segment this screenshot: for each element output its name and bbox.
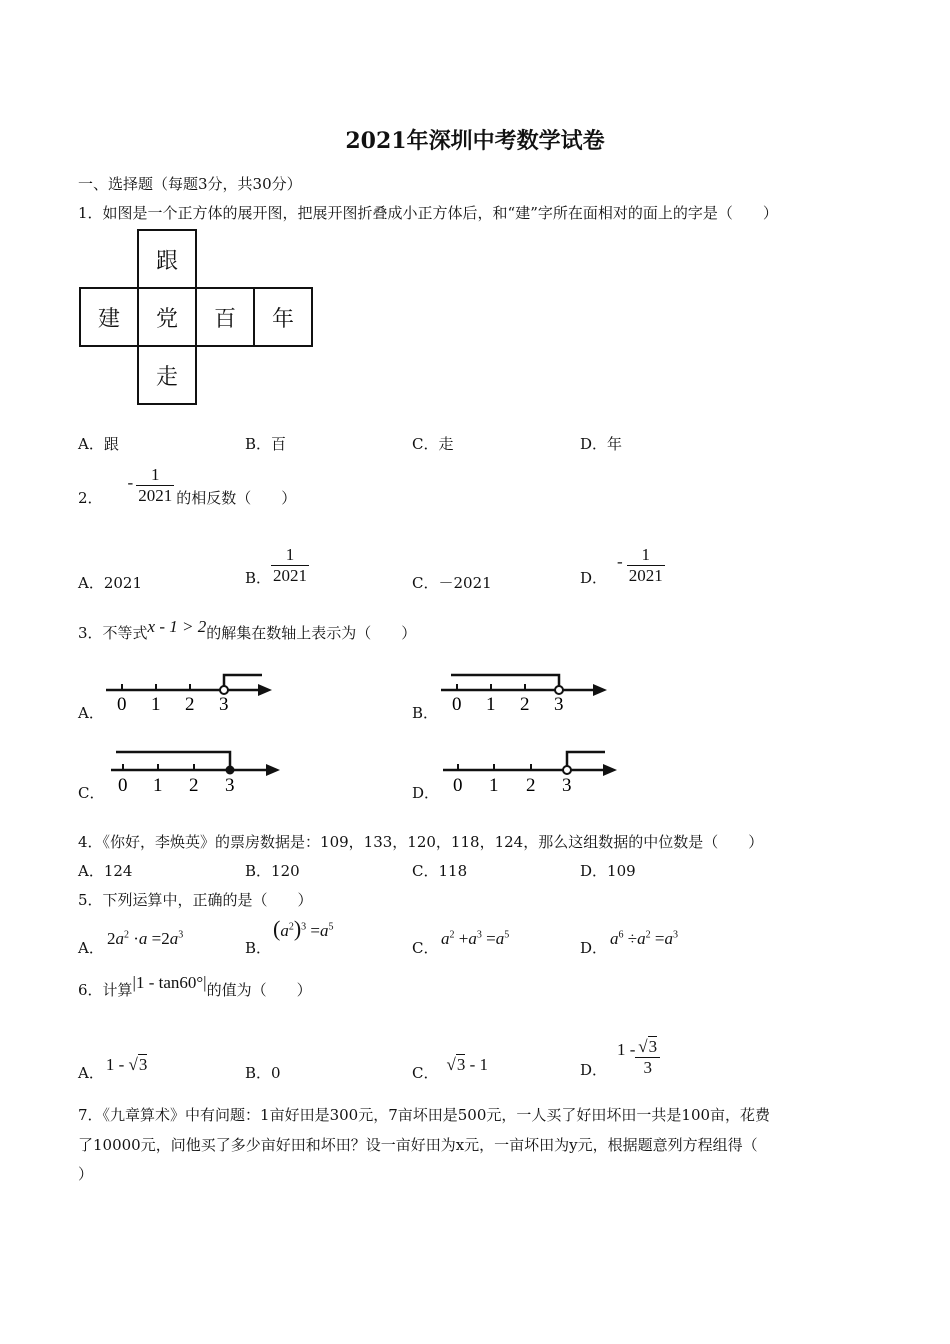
tick-label-1: 1 bbox=[486, 694, 496, 710]
net-face-center: 党 bbox=[137, 287, 197, 347]
tick-label-2: 2 bbox=[520, 694, 530, 710]
number-line-b bbox=[435, 668, 615, 710]
q2-option-a: A．2021 bbox=[78, 574, 143, 592]
tick-label-3: 3 bbox=[562, 775, 572, 793]
tick-label-3: 3 bbox=[225, 775, 235, 793]
q6-option-d-label: D． bbox=[580, 1061, 608, 1079]
q5-stem: 5．下列运算中，正确的是（ ） bbox=[78, 891, 313, 909]
q2-number: 2． bbox=[78, 489, 103, 507]
q3-option-b-label: B． bbox=[412, 704, 439, 722]
q7-line-2: 了10000元，问他买了多少亩好田和坏田？设一亩好田为x元，一亩坏田为y元，根据题意列方程组得（ bbox=[78, 1136, 758, 1154]
q5-option-a-label: A． bbox=[78, 939, 104, 957]
q6-option-c-tail: - 1 bbox=[465, 1055, 488, 1074]
q4-option-a: A．124 bbox=[78, 862, 133, 880]
q3-tail: 的解集在数轴上表示为（ ） bbox=[206, 624, 417, 642]
q6-option-d-num-radicand: 3 bbox=[648, 1037, 658, 1056]
tick-label-0: 0 bbox=[452, 694, 462, 710]
q2-option-d bbox=[580, 538, 665, 586]
tick-label-1: 1 bbox=[489, 775, 499, 793]
q1-stem: 1．如图是一个正方体的展开图，把展开图折叠成小正方体后，和“建”字所在面相对的面上的字是（ ） bbox=[78, 204, 778, 222]
q2-option-d-num: 1 bbox=[641, 545, 650, 564]
tick-label-2: 2 bbox=[189, 775, 199, 793]
q7-line-1: 7．《九章算术》中有问题：1亩好田是300元，7亩坏田是500元，一人买了好田坏田一共是100亩，花费 bbox=[78, 1106, 771, 1124]
q2-tail: 的相反数（ ） bbox=[176, 489, 297, 507]
net-face-left: 建 bbox=[79, 287, 139, 347]
tick-label-3: 3 bbox=[219, 694, 229, 710]
q5-option-c-expr: $a^2 +a^3 =a^5$ bbox=[441, 929, 510, 948]
q2-frac-numerator: 1 bbox=[150, 465, 160, 484]
tick-label-1: 1 bbox=[153, 775, 163, 793]
q5-option-d-expr: $a^6 \div a^2 =a^3$ bbox=[610, 929, 678, 948]
q6-option-d-prefix: 1 - bbox=[617, 1040, 636, 1059]
q1-option-d: D．年 bbox=[580, 435, 623, 453]
tick-label-2: 2 bbox=[526, 775, 536, 793]
q5-option-c-label: C． bbox=[412, 939, 439, 957]
q6-option-c: C． √3 - 1 bbox=[412, 1055, 488, 1082]
q6-option-c-radicand: 3 bbox=[456, 1055, 466, 1074]
q3-prefix: 3．不等式 bbox=[78, 624, 148, 642]
number-line-d bbox=[437, 747, 627, 793]
q1-option-a: A．跟 bbox=[78, 435, 119, 453]
q2-option-d-den: 2021 bbox=[628, 566, 663, 585]
q5-option-b-expr: $(a^2)^3 =a^5$ bbox=[273, 916, 334, 941]
q6-option-d-den: 3 bbox=[635, 1057, 660, 1078]
q6-option-c-label: C． bbox=[412, 1064, 439, 1082]
q2-option-d-fraction bbox=[627, 545, 665, 586]
q5-option-b-label: B． bbox=[245, 939, 272, 957]
q2-option-b-label: B． bbox=[245, 569, 272, 587]
section-heading: 一、选择题（每题3分，共30分） bbox=[78, 175, 302, 193]
net-face-right1: 百 bbox=[195, 287, 255, 347]
q2-fraction bbox=[136, 465, 174, 506]
q6-expression: |1 - tan60°| bbox=[132, 973, 207, 992]
tick-label-3: 3 bbox=[554, 694, 564, 710]
tick-label-2: 2 bbox=[185, 694, 195, 710]
q6-option-a: A． 1 - √3 bbox=[78, 1055, 148, 1082]
q3-stem bbox=[78, 617, 417, 643]
net-face-top: 跟 bbox=[137, 229, 197, 289]
q3-inequality: x - 1 > 2 bbox=[147, 617, 207, 636]
tick-label-0: 0 bbox=[453, 775, 463, 793]
q2-option-b bbox=[245, 538, 309, 586]
q6-stem bbox=[78, 973, 312, 1000]
q2-option-b-num: 1 bbox=[285, 545, 295, 564]
q3-option-c-label: C． bbox=[78, 784, 105, 802]
net-face-right2: 年 bbox=[253, 287, 313, 347]
q4-stem: 4．《你好，李焕英》的票房数据是：109，133，120，118，124，那么这组数据的中位数是（ ） bbox=[78, 833, 764, 851]
q5-option-a-expr: $2a^2 \cdot a =2a^3$ bbox=[107, 929, 184, 948]
q6-option-d bbox=[580, 1022, 660, 1078]
number-line-a bbox=[100, 668, 280, 710]
q5-option-d-label: D． bbox=[580, 939, 608, 957]
q7-line-3: ） bbox=[78, 1165, 94, 1183]
q6-prefix: 6．计算 bbox=[78, 981, 133, 999]
tick-label-0: 0 bbox=[118, 775, 128, 793]
tick-label-1: 1 bbox=[151, 694, 161, 710]
page-title: 2021年深圳中考数学试卷 bbox=[345, 128, 605, 154]
number-line-c bbox=[105, 747, 285, 793]
q6-tail: 的值为（ ） bbox=[206, 981, 312, 999]
q1-option-b: B．百 bbox=[245, 435, 287, 453]
q6-option-b: B．0 bbox=[245, 1064, 281, 1082]
q4-option-d: D．109 bbox=[580, 862, 636, 880]
q3-option-a-label: A． bbox=[78, 704, 104, 722]
q4-option-c: C．118 bbox=[412, 862, 468, 880]
q6-option-a-label: A． bbox=[78, 1064, 104, 1082]
q2-option-c: C．－2021 bbox=[412, 574, 492, 592]
q2-stem bbox=[78, 460, 296, 506]
q2-frac-denominator: 2021 bbox=[138, 486, 173, 505]
q6-option-a-radicand: 3 bbox=[138, 1055, 148, 1074]
q2-neg-sign: - bbox=[127, 473, 134, 492]
q6-option-a-expr: 1 - bbox=[105, 1055, 129, 1074]
net-face-bottom: 走 bbox=[137, 345, 197, 405]
q2-option-d-neg: - bbox=[617, 552, 623, 571]
tick-label-0: 0 bbox=[117, 694, 127, 710]
q2-option-b-den: 2021 bbox=[273, 566, 308, 585]
q1-option-c: C．走 bbox=[412, 435, 454, 453]
q3-option-d-label: D． bbox=[412, 784, 440, 802]
q6-option-d-fraction: $\frac{√3}{3}$ bbox=[635, 1037, 660, 1078]
q2-option-b-fraction bbox=[271, 545, 309, 586]
q2-option-d-label: D． bbox=[580, 569, 608, 587]
q4-option-b: B．120 bbox=[245, 862, 300, 880]
